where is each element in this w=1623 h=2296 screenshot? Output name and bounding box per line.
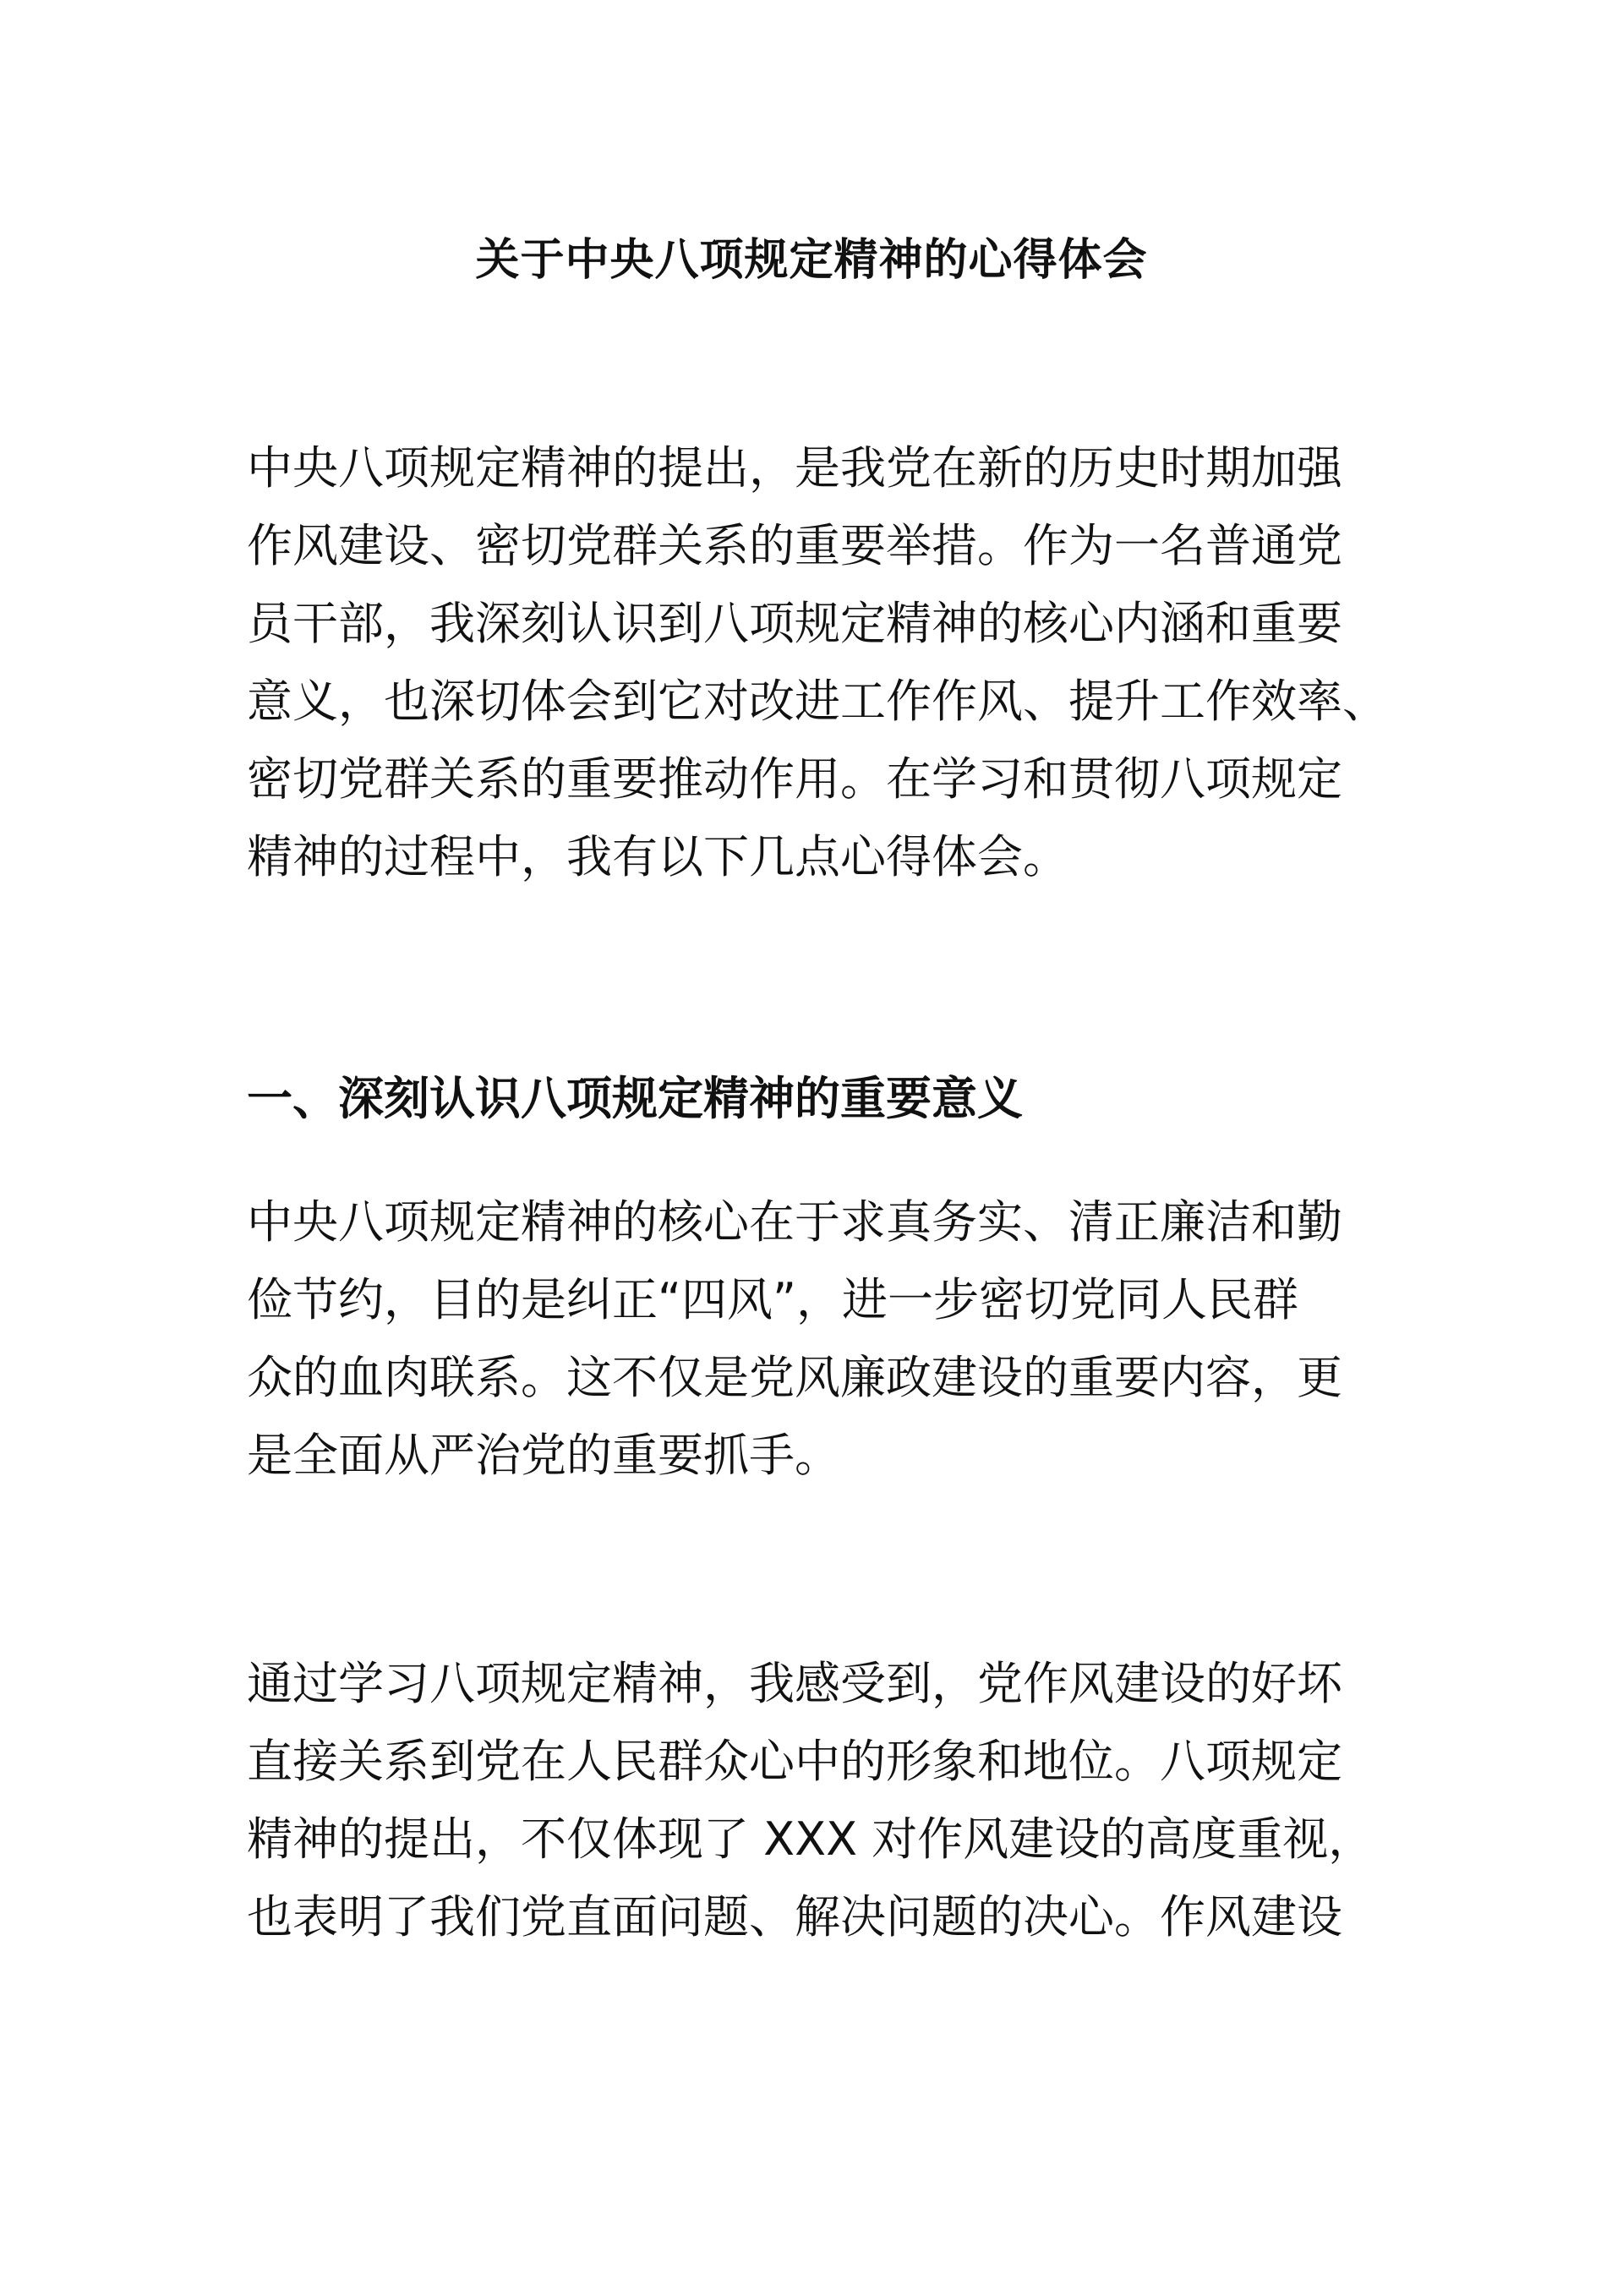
paragraph-line: 密切党群关系的重要推动作用。在学习和贯彻八项规定: [247, 752, 1342, 806]
paragraph-line: 员干部，我深刻认识到八项规定精神的核心内涵和重要: [247, 597, 1342, 650]
paragraph-line: 精神的提出，不仅体现了 XXX 对作风建设的高度重视，: [247, 1812, 1374, 1866]
document-title: 关于中央八项规定精神的心得体会: [475, 235, 1148, 286]
intro-paragraph: [247, 429, 1388, 896]
paragraph-line: 也表明了我们党直面问题、解决问题的决心。作风建设: [247, 1890, 1342, 1943]
paragraph-line: 直接关系到党在人民群众心中的形象和地位。八项规定: [247, 1735, 1342, 1788]
paragraph-line: 中央八项规定精神的提出，是我党在新的历史时期加强: [247, 441, 1342, 495]
section-paragraph-2: [247, 1645, 1376, 1956]
section-heading: 一、深刻认识八项规定精神的重要意义: [247, 1072, 1023, 1125]
paragraph-line: 通过学习八项规定精神，我感受到，党作风建设的好坏: [247, 1657, 1342, 1710]
paragraph-line: 意义，也深切体会到它对改进工作作风、提升工作效率、: [247, 675, 1388, 728]
paragraph-line: 精神的过程中，我有以下几点心得体会。: [247, 830, 1068, 883]
paragraph-line: 众的血肉联系。这不仅是党风廉政建设的重要内容，更: [247, 1351, 1342, 1404]
paragraph-line: 作风建设、密切党群关系的重要举措。作为一名普通党: [247, 519, 1342, 572]
paragraph-line: 俭节约，目的是纠正“四风”，进一步密切党同人民群: [247, 1273, 1298, 1326]
paragraph-line: 中央八项规定精神的核心在于求真务实、清正廉洁和勤: [247, 1195, 1342, 1249]
section-paragraph-1: [247, 1184, 1376, 1495]
paragraph-line: 是全面从严治党的重要抓手。: [247, 1429, 840, 1482]
